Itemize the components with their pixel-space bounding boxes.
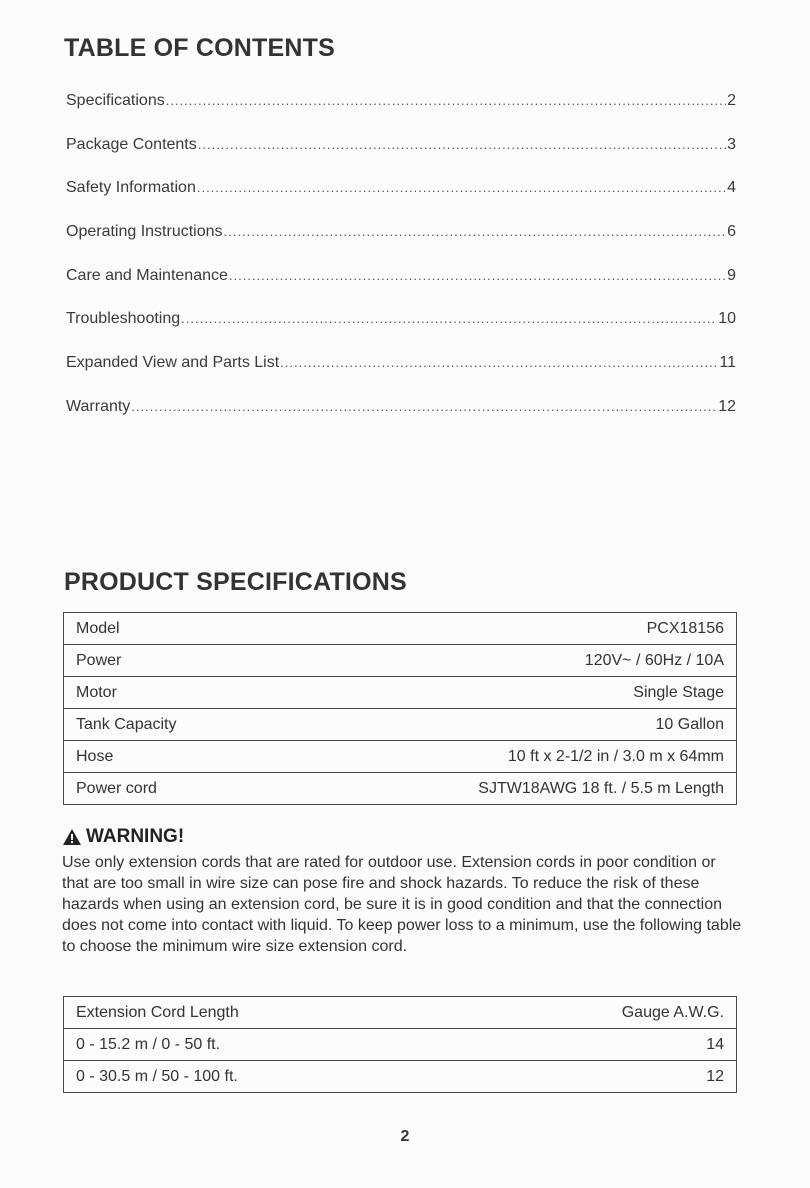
page-number: 2: [400, 1128, 410, 1145]
spec-value: 10 Gallon: [408, 709, 737, 741]
toc-leader-dots: [280, 355, 718, 370]
toc-entry[interactable]: [66, 354, 736, 398]
toc-entry-label: Safety Information: [66, 179, 196, 197]
extension-cord-table: [63, 996, 737, 1093]
table-row: [64, 677, 737, 709]
toc-entry[interactable]: [66, 179, 736, 223]
table-row: [64, 613, 737, 645]
spec-key: Power: [64, 645, 409, 677]
cord-length-cell: 0 - 30.5 m / 50 - 100 ft.: [64, 1061, 465, 1093]
toc-leader-dots: [181, 311, 717, 326]
toc-entry-label: Warranty: [66, 397, 131, 415]
warning-text: Use only extension cords that are rated for outdoor use. Extension cords in poor condition or that are too small in wire size can pose fire and shock hazards. To reduce the risk of these hazards when using an extension cord, be sure it is in good condition and that the connection does not come into contact with liquid. To keep power loss to a minimum, use the following table to choose the minimum wire size extension cord.: [62, 854, 742, 955]
toc-leader-dots: [197, 180, 726, 195]
toc-entry[interactable]: [66, 398, 736, 442]
toc-leader-dots: [166, 93, 726, 108]
table-row: [64, 709, 737, 741]
toc-entry[interactable]: [66, 267, 736, 311]
toc-entry-label: Expanded View and Parts List: [66, 354, 280, 372]
toc-entry-page: 11: [719, 354, 736, 372]
toc-entry[interactable]: [66, 310, 736, 354]
cord-length-cell: 0 - 15.2 m / 0 - 50 ft.: [64, 1029, 465, 1061]
specifications-title: PRODUCT SPECIFICATIONS: [64, 568, 407, 596]
table-row: [64, 1029, 737, 1061]
spec-value: 120V~ / 60Hz / 10A: [408, 645, 737, 677]
toc-entry[interactable]: [66, 223, 736, 267]
toc-leader-dots: [224, 224, 727, 239]
spec-value: SJTW18AWG 18 ft. / 5.5 m Length: [408, 773, 737, 805]
spec-value: Single Stage: [408, 677, 737, 709]
toc-leader-dots: [198, 137, 726, 152]
toc-entry-page: 9: [727, 266, 736, 284]
cord-length-header: Extension Cord Length: [64, 997, 465, 1029]
spec-key: Motor: [64, 677, 409, 709]
toc-entry[interactable]: [66, 92, 736, 136]
spec-key: Tank Capacity: [64, 709, 409, 741]
toc-entry-label: Package Contents: [66, 135, 197, 153]
spec-key: Power cord: [64, 773, 409, 805]
toc-entry-label: Troubleshooting: [66, 310, 181, 328]
spec-key: Hose: [64, 741, 409, 773]
toc-leader-dots: [131, 399, 717, 414]
table-row: [64, 773, 737, 805]
table-of-contents: [66, 92, 736, 442]
toc-entry-page: 6: [727, 223, 736, 241]
gauge-header: Gauge A.W.G.: [465, 997, 737, 1029]
table-row: [64, 1061, 737, 1093]
warning-heading: [62, 826, 184, 848]
warning-heading-text: WARNING!: [86, 826, 185, 847]
spec-value: 10 ft x 2-1/2 in / 3.0 m x 64mm: [408, 741, 737, 773]
toc-entry-label: Specifications: [66, 92, 165, 109]
toc-entry-page: 12: [718, 397, 736, 415]
table-header-row: [64, 997, 737, 1029]
toc-entry-page: 2: [727, 92, 736, 109]
spec-key: Model: [64, 613, 409, 645]
gauge-cell: 12: [465, 1061, 737, 1093]
toc-entry-label: Care and Maintenance: [66, 266, 228, 284]
table-row: [64, 741, 737, 773]
toc-entry[interactable]: [66, 136, 736, 180]
specifications-table: [63, 612, 737, 805]
toc-entry-page: 3: [727, 135, 736, 153]
toc-title: TABLE OF CONTENTS: [64, 34, 335, 62]
toc-entry-page: 10: [718, 310, 736, 328]
toc-entry-label: Operating Instructions: [66, 223, 223, 241]
toc-leader-dots: [229, 268, 726, 283]
warning-triangle-icon: [62, 828, 82, 846]
toc-entry-page: 4: [727, 179, 736, 197]
table-row: [64, 645, 737, 677]
spec-value: PCX18156: [408, 613, 737, 645]
gauge-cell: 14: [465, 1029, 737, 1061]
